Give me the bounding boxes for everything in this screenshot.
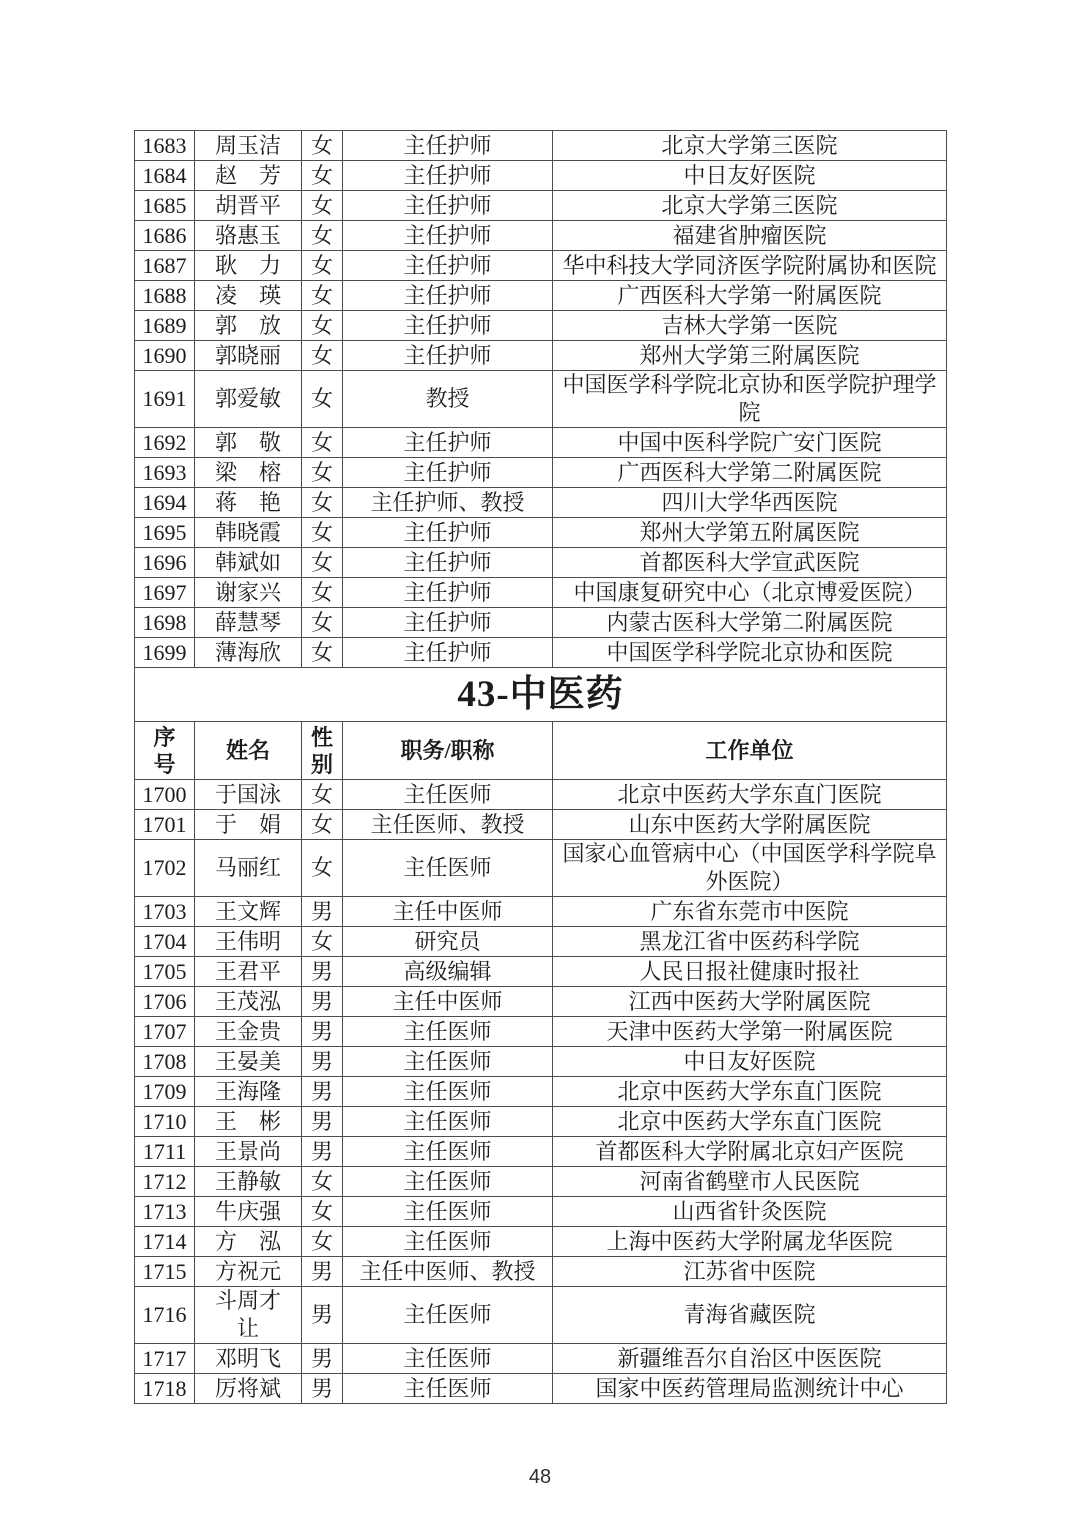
gender-cell: 女: [302, 1167, 343, 1197]
table-row: [135, 1077, 947, 1107]
gender-cell: 男: [302, 1287, 343, 1344]
org-cell: 广西医科大学第二附属医院: [553, 458, 947, 488]
title-cell: 主任医师: [343, 1137, 553, 1167]
serial-number-cell: 1689: [135, 311, 195, 341]
gender-cell: 女: [302, 191, 343, 221]
org-cell: 北京中医药大学东直门医院: [553, 1077, 947, 1107]
name-cell: 厉将斌: [195, 1374, 302, 1404]
table-row: [135, 548, 947, 578]
title-cell: 主任中医师: [343, 987, 553, 1017]
table-row: [135, 281, 947, 311]
section-title: 43-中医药: [135, 668, 947, 722]
gender-cell: 男: [302, 1257, 343, 1287]
serial-number-cell: 1714: [135, 1227, 195, 1257]
title-cell: 主任护师: [343, 251, 553, 281]
org-cell: 吉林大学第一医院: [553, 311, 947, 341]
name-cell: 于国泳: [195, 780, 302, 810]
title-cell: 高级编辑: [343, 957, 553, 987]
name-cell: 薛慧琴: [195, 608, 302, 638]
title-cell: 主任中医师、教授: [343, 1257, 553, 1287]
section-and-header: [135, 668, 947, 780]
gender-cell: 女: [302, 638, 343, 668]
table-header-row: [135, 722, 947, 780]
section-title-row: [135, 668, 947, 722]
org-cell: 郑州大学第五附属医院: [553, 518, 947, 548]
org-cell: 广东省东莞市中医院: [553, 897, 947, 927]
serial-number-cell: 1688: [135, 281, 195, 311]
gender-cell: 女: [302, 311, 343, 341]
gender-cell: 女: [302, 281, 343, 311]
name-cell: 王伟明: [195, 927, 302, 957]
header-gender-label: 性别: [310, 724, 333, 777]
serial-number-cell: 1706: [135, 987, 195, 1017]
serial-number-cell: 1716: [135, 1287, 195, 1344]
table-row: [135, 518, 947, 548]
title-cell: 主任护师: [343, 281, 553, 311]
title-cell: 主任护师: [343, 428, 553, 458]
table-row: [135, 428, 947, 458]
gender-cell: 男: [302, 987, 343, 1017]
org-cell: 河南省鹤壁市人民医院: [553, 1167, 947, 1197]
serial-number-cell: 1698: [135, 608, 195, 638]
gender-cell: 女: [302, 221, 343, 251]
header-org: [553, 722, 947, 780]
name-cell: 韩晓霞: [195, 518, 302, 548]
name-cell: 薄海欣: [195, 638, 302, 668]
name-cell: 王景尚: [195, 1137, 302, 1167]
table-row: [135, 1257, 947, 1287]
page-number: 48: [528, 1466, 552, 1488]
name-cell: 方 泓: [195, 1227, 302, 1257]
title-cell: 主任护师: [343, 458, 553, 488]
gender-cell: 女: [302, 578, 343, 608]
name-cell: 方祝元: [195, 1257, 302, 1287]
org-cell: 江西中医药大学附属医院: [553, 987, 947, 1017]
gender-cell: 男: [302, 1344, 343, 1374]
table-row: [135, 1047, 947, 1077]
gender-cell: 女: [302, 548, 343, 578]
table-row: [135, 371, 947, 428]
table-row: [135, 1227, 947, 1257]
table-row: [135, 1137, 947, 1167]
serial-number-cell: 1683: [135, 131, 195, 161]
gender-cell: 女: [302, 131, 343, 161]
serial-number-cell: 1707: [135, 1017, 195, 1047]
org-cell: 上海中医药大学附属龙华医院: [553, 1227, 947, 1257]
gender-cell: 女: [302, 810, 343, 840]
org-cell: 华中科技大学同济医学院附属协和医院: [553, 251, 947, 281]
table-row: [135, 957, 947, 987]
serial-number-cell: 1691: [135, 371, 195, 428]
gender-cell: 女: [302, 488, 343, 518]
gender-cell: 女: [302, 341, 343, 371]
serial-number-cell: 1705: [135, 957, 195, 987]
name-cell: 郭晓丽: [195, 341, 302, 371]
table-row: [135, 927, 947, 957]
title-cell: 主任医师: [343, 1344, 553, 1374]
title-cell: 主任医师: [343, 1047, 553, 1077]
document-page: [134, 0, 946, 1404]
serial-number-cell: 1704: [135, 927, 195, 957]
table-row: [135, 311, 947, 341]
serial-number-cell: 1702: [135, 840, 195, 897]
table-row: [135, 1017, 947, 1047]
gender-cell: 男: [302, 897, 343, 927]
table-row: [135, 191, 947, 221]
gender-cell: 男: [302, 1137, 343, 1167]
gender-cell: 女: [302, 1197, 343, 1227]
name-cell: 谢家兴: [195, 578, 302, 608]
gender-cell: 男: [302, 1077, 343, 1107]
name-cell: 蒋 艳: [195, 488, 302, 518]
serial-number-cell: 1687: [135, 251, 195, 281]
serial-number-cell: 1701: [135, 810, 195, 840]
serial-number-cell: 1684: [135, 161, 195, 191]
org-cell: 山东中医药大学附属医院: [553, 810, 947, 840]
org-cell: 北京大学第三医院: [553, 131, 947, 161]
title-cell: 主任医师: [343, 1287, 553, 1344]
table-row: [135, 608, 947, 638]
org-cell: 首都医科大学宣武医院: [553, 548, 947, 578]
serial-number-cell: 1718: [135, 1374, 195, 1404]
header-gender: [302, 722, 343, 780]
org-cell: 中国康复研究中心（北京博爱医院）: [553, 578, 947, 608]
name-cell: 耿 力: [195, 251, 302, 281]
table-row: [135, 1287, 947, 1344]
table-row: [135, 251, 947, 281]
table-row: [135, 810, 947, 840]
name-cell: 邓明飞: [195, 1344, 302, 1374]
name-cell: 韩斌如: [195, 548, 302, 578]
table-row: [135, 1167, 947, 1197]
name-cell: 周玉洁: [195, 131, 302, 161]
header-name: [195, 722, 302, 780]
serial-number-cell: 1693: [135, 458, 195, 488]
header-title-label: 职务/职称: [400, 738, 495, 763]
table-row: [135, 161, 947, 191]
org-cell: 青海省藏医院: [553, 1287, 947, 1344]
gender-cell: 女: [302, 1227, 343, 1257]
table-row: [135, 638, 947, 668]
title-cell: 主任中医师: [343, 897, 553, 927]
table-row: [135, 221, 947, 251]
serial-number-cell: 1697: [135, 578, 195, 608]
serial-number-cell: 1685: [135, 191, 195, 221]
name-cell: 王文辉: [195, 897, 302, 927]
gender-cell: 男: [302, 1374, 343, 1404]
table-row: [135, 341, 947, 371]
serial-number-cell: 1708: [135, 1047, 195, 1077]
org-cell: 黑龙江省中医药科学院: [553, 927, 947, 957]
awardees-table: [134, 130, 947, 1404]
table2-body: [135, 780, 947, 1404]
title-cell: 主任医师: [343, 840, 553, 897]
title-cell: 教授: [343, 371, 553, 428]
org-cell: 北京中医药大学东直门医院: [553, 1107, 947, 1137]
gender-cell: 女: [302, 161, 343, 191]
serial-number-cell: 1711: [135, 1137, 195, 1167]
header-org-label: 工作单位: [705, 738, 794, 763]
name-cell: 王君平: [195, 957, 302, 987]
org-cell: 郑州大学第三附属医院: [553, 341, 947, 371]
title-cell: 主任医师: [343, 1227, 553, 1257]
header-name-label: 姓名: [225, 738, 270, 763]
name-cell: 马丽红: [195, 840, 302, 897]
org-cell: 人民日报社健康时报社: [553, 957, 947, 987]
gender-cell: 女: [302, 518, 343, 548]
gender-cell: 男: [302, 1047, 343, 1077]
table-row: [135, 987, 947, 1017]
table-row: [135, 840, 947, 897]
title-cell: 主任护师: [343, 311, 553, 341]
table-row: [135, 1107, 947, 1137]
table-row: [135, 897, 947, 927]
title-cell: 主任护师: [343, 131, 553, 161]
serial-number-cell: 1712: [135, 1167, 195, 1197]
header-serial-number-label: 序号: [153, 724, 176, 777]
gender-cell: 男: [302, 1017, 343, 1047]
table-row: [135, 578, 947, 608]
title-cell: 主任护师: [343, 548, 553, 578]
gender-cell: 女: [302, 428, 343, 458]
title-cell: 主任医师: [343, 1374, 553, 1404]
name-cell: 王 彬: [195, 1107, 302, 1137]
title-cell: 主任护师: [343, 341, 553, 371]
serial-number-cell: 1692: [135, 428, 195, 458]
serial-number-cell: 1690: [135, 341, 195, 371]
gender-cell: 女: [302, 458, 343, 488]
org-cell: 江苏省中医院: [553, 1257, 947, 1287]
title-cell: 主任护师、教授: [343, 488, 553, 518]
gender-cell: 男: [302, 957, 343, 987]
name-cell: 骆惠玉: [195, 221, 302, 251]
title-cell: 主任护师: [343, 608, 553, 638]
name-cell: 王海隆: [195, 1077, 302, 1107]
header-serial-number: [135, 722, 195, 780]
table-row: [135, 1344, 947, 1374]
serial-number-cell: 1700: [135, 780, 195, 810]
title-cell: 主任医师: [343, 1197, 553, 1227]
gender-cell: 女: [302, 371, 343, 428]
table-row: [135, 780, 947, 810]
title-cell: 主任医师: [343, 780, 553, 810]
serial-number-cell: 1696: [135, 548, 195, 578]
gender-cell: 女: [302, 780, 343, 810]
name-cell: 王静敏: [195, 1167, 302, 1197]
name-cell: 王晏美: [195, 1047, 302, 1077]
title-cell: 主任护师: [343, 518, 553, 548]
name-cell: 梁 榕: [195, 458, 302, 488]
name-cell: 胡晋平: [195, 191, 302, 221]
org-cell: 中国医学科学院北京协和医学院护理学院: [553, 371, 947, 428]
serial-number-cell: 1694: [135, 488, 195, 518]
title-cell: 主任医师、教授: [343, 810, 553, 840]
title-cell: 主任医师: [343, 1017, 553, 1047]
org-cell: 中日友好医院: [553, 161, 947, 191]
title-cell: 研究员: [343, 927, 553, 957]
serial-number-cell: 1713: [135, 1197, 195, 1227]
name-cell: 斗周才让: [195, 1287, 302, 1344]
table-row: [135, 458, 947, 488]
org-cell: 中日友好医院: [553, 1047, 947, 1077]
name-cell: 于 娟: [195, 810, 302, 840]
serial-number-cell: 1710: [135, 1107, 195, 1137]
table-row: [135, 1197, 947, 1227]
org-cell: 内蒙古医科大学第二附属医院: [553, 608, 947, 638]
name-cell: 凌 瑛: [195, 281, 302, 311]
gender-cell: 女: [302, 840, 343, 897]
name-cell: 王金贵: [195, 1017, 302, 1047]
org-cell: 四川大学华西医院: [553, 488, 947, 518]
serial-number-cell: 1703: [135, 897, 195, 927]
org-cell: 中国中医科学院广安门医院: [553, 428, 947, 458]
serial-number-cell: 1686: [135, 221, 195, 251]
org-cell: 天津中医药大学第一附属医院: [553, 1017, 947, 1047]
serial-number-cell: 1715: [135, 1257, 195, 1287]
table-row: [135, 131, 947, 161]
serial-number-cell: 1699: [135, 638, 195, 668]
serial-number-cell: 1695: [135, 518, 195, 548]
org-cell: 山西省针灸医院: [553, 1197, 947, 1227]
gender-cell: 女: [302, 251, 343, 281]
org-cell: 中国医学科学院北京协和医院: [553, 638, 947, 668]
org-cell: 国家心血管病中心（中国医学科学院阜外医院）: [553, 840, 947, 897]
org-cell: 广西医科大学第一附属医院: [553, 281, 947, 311]
org-cell: 北京大学第三医院: [553, 191, 947, 221]
title-cell: 主任护师: [343, 161, 553, 191]
serial-number-cell: 1709: [135, 1077, 195, 1107]
header-title: [343, 722, 553, 780]
title-cell: 主任医师: [343, 1167, 553, 1197]
table1-body: [135, 131, 947, 668]
name-cell: 郭爱敏: [195, 371, 302, 428]
gender-cell: 女: [302, 927, 343, 957]
name-cell: 牛庆强: [195, 1197, 302, 1227]
title-cell: 主任医师: [343, 1077, 553, 1107]
serial-number-cell: 1717: [135, 1344, 195, 1374]
title-cell: 主任护师: [343, 221, 553, 251]
name-cell: 赵 芳: [195, 161, 302, 191]
title-cell: 主任护师: [343, 578, 553, 608]
name-cell: 王茂泓: [195, 987, 302, 1017]
table-row: [135, 488, 947, 518]
name-cell: 郭 敬: [195, 428, 302, 458]
org-cell: 北京中医药大学东直门医院: [553, 780, 947, 810]
gender-cell: 男: [302, 1107, 343, 1137]
title-cell: 主任医师: [343, 1107, 553, 1137]
name-cell: 郭 放: [195, 311, 302, 341]
org-cell: 首都医科大学附属北京妇产医院: [553, 1137, 947, 1167]
title-cell: 主任护师: [343, 638, 553, 668]
title-cell: 主任护师: [343, 191, 553, 221]
org-cell: 福建省肿瘤医院: [553, 221, 947, 251]
org-cell: 新疆维吾尔自治区中医医院: [553, 1344, 947, 1374]
gender-cell: 女: [302, 608, 343, 638]
org-cell: 国家中医药管理局监测统计中心: [553, 1374, 947, 1404]
table-row: [135, 1374, 947, 1404]
